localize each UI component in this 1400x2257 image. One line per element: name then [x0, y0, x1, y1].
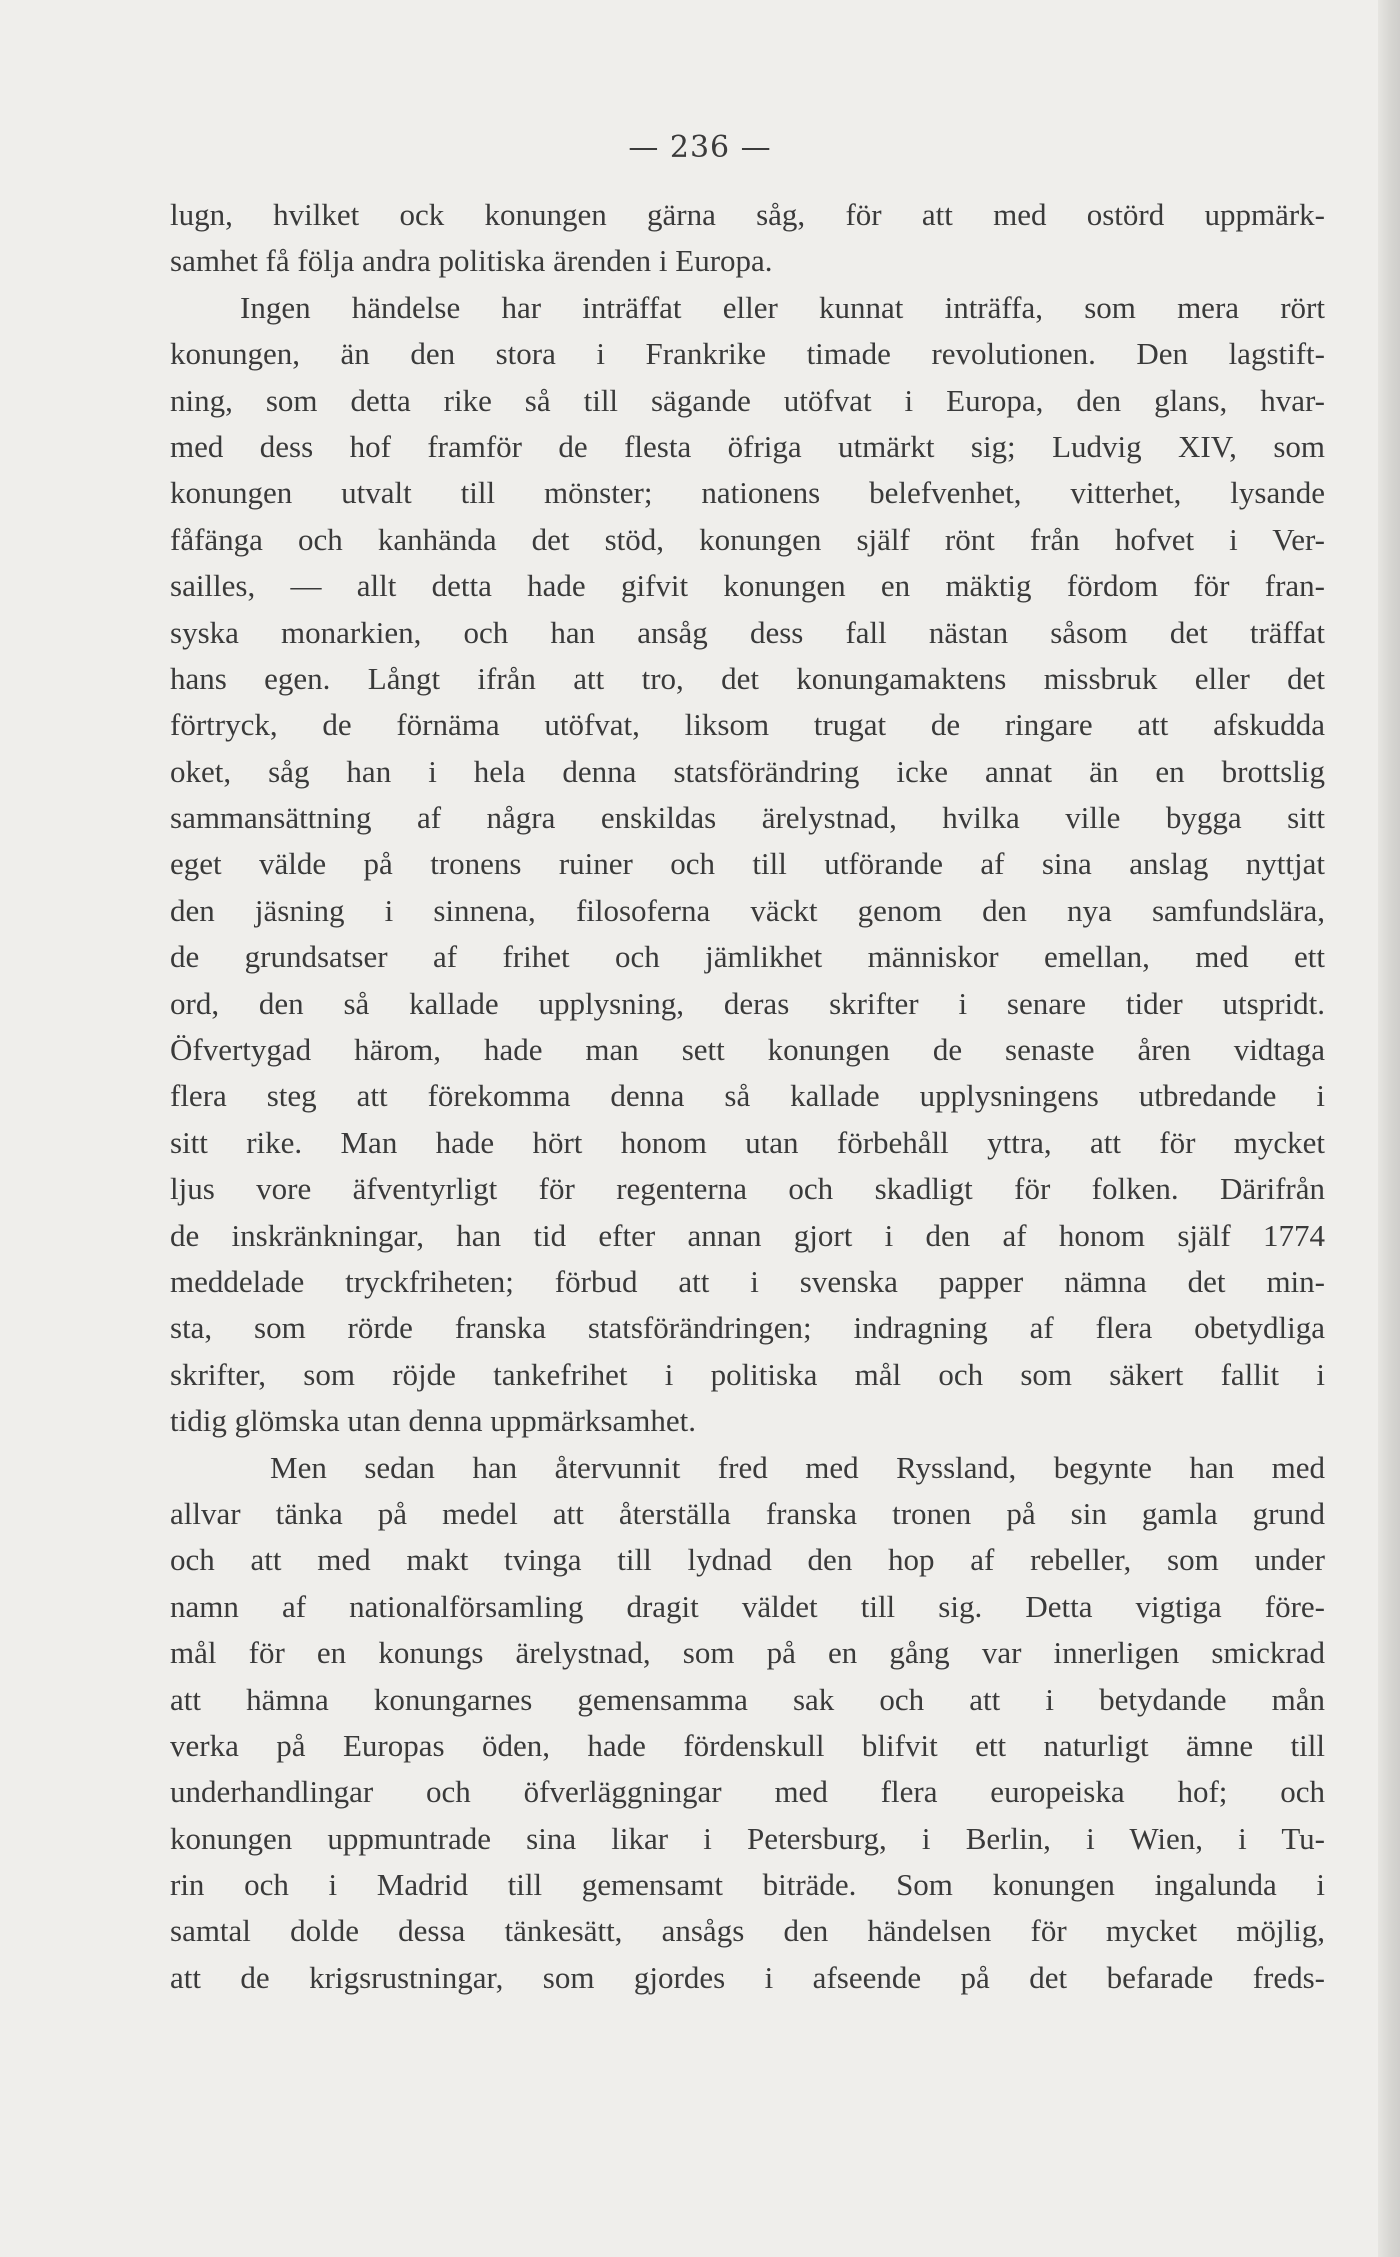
- text-line: fåfänga och kanhända det stöd, konungen själf rönt från hofvet i Ver-: [170, 521, 1325, 557]
- text-line: skrifter, som röjde tankefrihet i politiska mål och som säkert fallit i: [170, 1356, 1325, 1392]
- text-line: konungen uppmuntrade sina likar i Petersburg, i Berlin, i Wien, i Tu-: [170, 1820, 1325, 1856]
- text-line: lugn, hvilket ock konungen gärna såg, för att med ostörd uppmärk-: [170, 197, 1325, 232]
- text-line: sta, som rörde franska statsförändringen; indragning af flera obetydliga: [170, 1310, 1325, 1346]
- text-line: flera steg att förekomma denna så kallade upplysningens utbredande i: [170, 1078, 1325, 1114]
- text-line: verka på Europas öden, hade fördenskull blifvit ett naturligt ämne till: [170, 1727, 1325, 1763]
- text-line: sammansättning af några enskildas ärelystnad, hvilka ville bygga sitt: [170, 800, 1325, 836]
- body-text: [170, 192, 1325, 2001]
- text-line: och att med makt tvinga till lydnad den hop af rebeller, som under: [170, 1542, 1325, 1578]
- text-line: förtryck, de förnäma utöfvat, liksom trugat de ringare att afskudda: [170, 707, 1325, 743]
- text-line: oket, såg han i hela denna statsförändring icke annat än en brottslig: [170, 753, 1325, 789]
- text-line: tidig glömska utan denna uppmärksamhet.: [170, 1403, 697, 1439]
- text-line: de inskränkningar, han tid efter annan gjort i den af honom själf 1774: [170, 1217, 1325, 1253]
- text-line: konungen, än den stora i Frankrike timade revolutionen. Den lagstift-: [170, 336, 1325, 372]
- text-line: syska monarkien, och han ansåg dess fall nästan såsom det träffat: [170, 614, 1325, 650]
- text-line: att hämna konungarnes gemensamma sak och att i betydande mån: [170, 1681, 1325, 1717]
- text-line: ning, som detta rike så till sägande utöfvat i Europa, den glans, hvar-: [170, 382, 1325, 418]
- text-line: eget välde på tronens ruiner och till utförande af sina anslag nyttjat: [170, 846, 1325, 882]
- text-line: Ingen händelse har inträffat eller kunnat inträffa, som mera rört: [240, 289, 1325, 325]
- text-line: med dess hof framför de flesta öfriga utmärkt sig; Ludvig XIV, som: [170, 428, 1325, 464]
- page-number: — 236 —: [628, 130, 772, 165]
- text-line: samtal dolde dessa tänkesätt, ansågs den händelsen för mycket möjlig,: [170, 1913, 1325, 1949]
- text-line: konungen utvalt till mönster; nationens belefvenhet, vitterhet, lysande: [170, 475, 1325, 511]
- page-edge-shadow: [1378, 0, 1400, 2257]
- text-line: att de krigsrustningar, som gjordes i afseende på det befarade freds-: [170, 1959, 1325, 1995]
- text-line: ord, den så kallade upplysning, deras skrifter i senare tider utspridt.: [170, 985, 1325, 1021]
- text-line: meddelade tryckfriheten; förbud att i svenska papper nämna det min-: [170, 1263, 1325, 1299]
- text-line: rin och i Madrid till gemensamt biträde. Som konungen ingalunda i: [170, 1867, 1325, 1903]
- text-line: de grundsatser af frihet och jämlikhet människor emellan, med ett: [170, 939, 1325, 975]
- text-line: den jäsning i sinnena, filosoferna väckt genom den nya samfundslära,: [170, 892, 1325, 928]
- text-line: samhet få följa andra politiska ärenden i Europa.: [170, 243, 773, 279]
- text-line: underhandlingar och öfverläggningar med flera europeiska hof; och: [170, 1774, 1325, 1810]
- text-line: sitt rike. Man hade hört honom utan förbehåll yttra, att för mycket: [170, 1124, 1325, 1160]
- text-line: namn af nationalförsamling dragit väldet till sig. Detta vigtiga före-: [170, 1588, 1325, 1624]
- text-line: Men sedan han återvunnit fred med Ryssland, begynte han med: [270, 1449, 1325, 1485]
- text-line: allvar tänka på medel att återställa franska tronen på sin gamla grund: [170, 1495, 1325, 1531]
- text-line: Öfvertygad härom, hade man sett konungen de senaste åren vidtaga: [170, 1032, 1325, 1068]
- text-line: mål för en konungs ärelystnad, som på en gång var innerligen smickrad: [170, 1635, 1325, 1671]
- text-line: ljus vore äfventyrligt för regenterna och skadligt för folken. Därifrån: [170, 1171, 1325, 1207]
- text-line: hans egen. Långt ifrån att tro, det konungamaktens missbruk eller det: [170, 660, 1325, 696]
- text-line: sailles, — allt detta hade gifvit konungen en mäktig fördom för fran-: [170, 568, 1325, 604]
